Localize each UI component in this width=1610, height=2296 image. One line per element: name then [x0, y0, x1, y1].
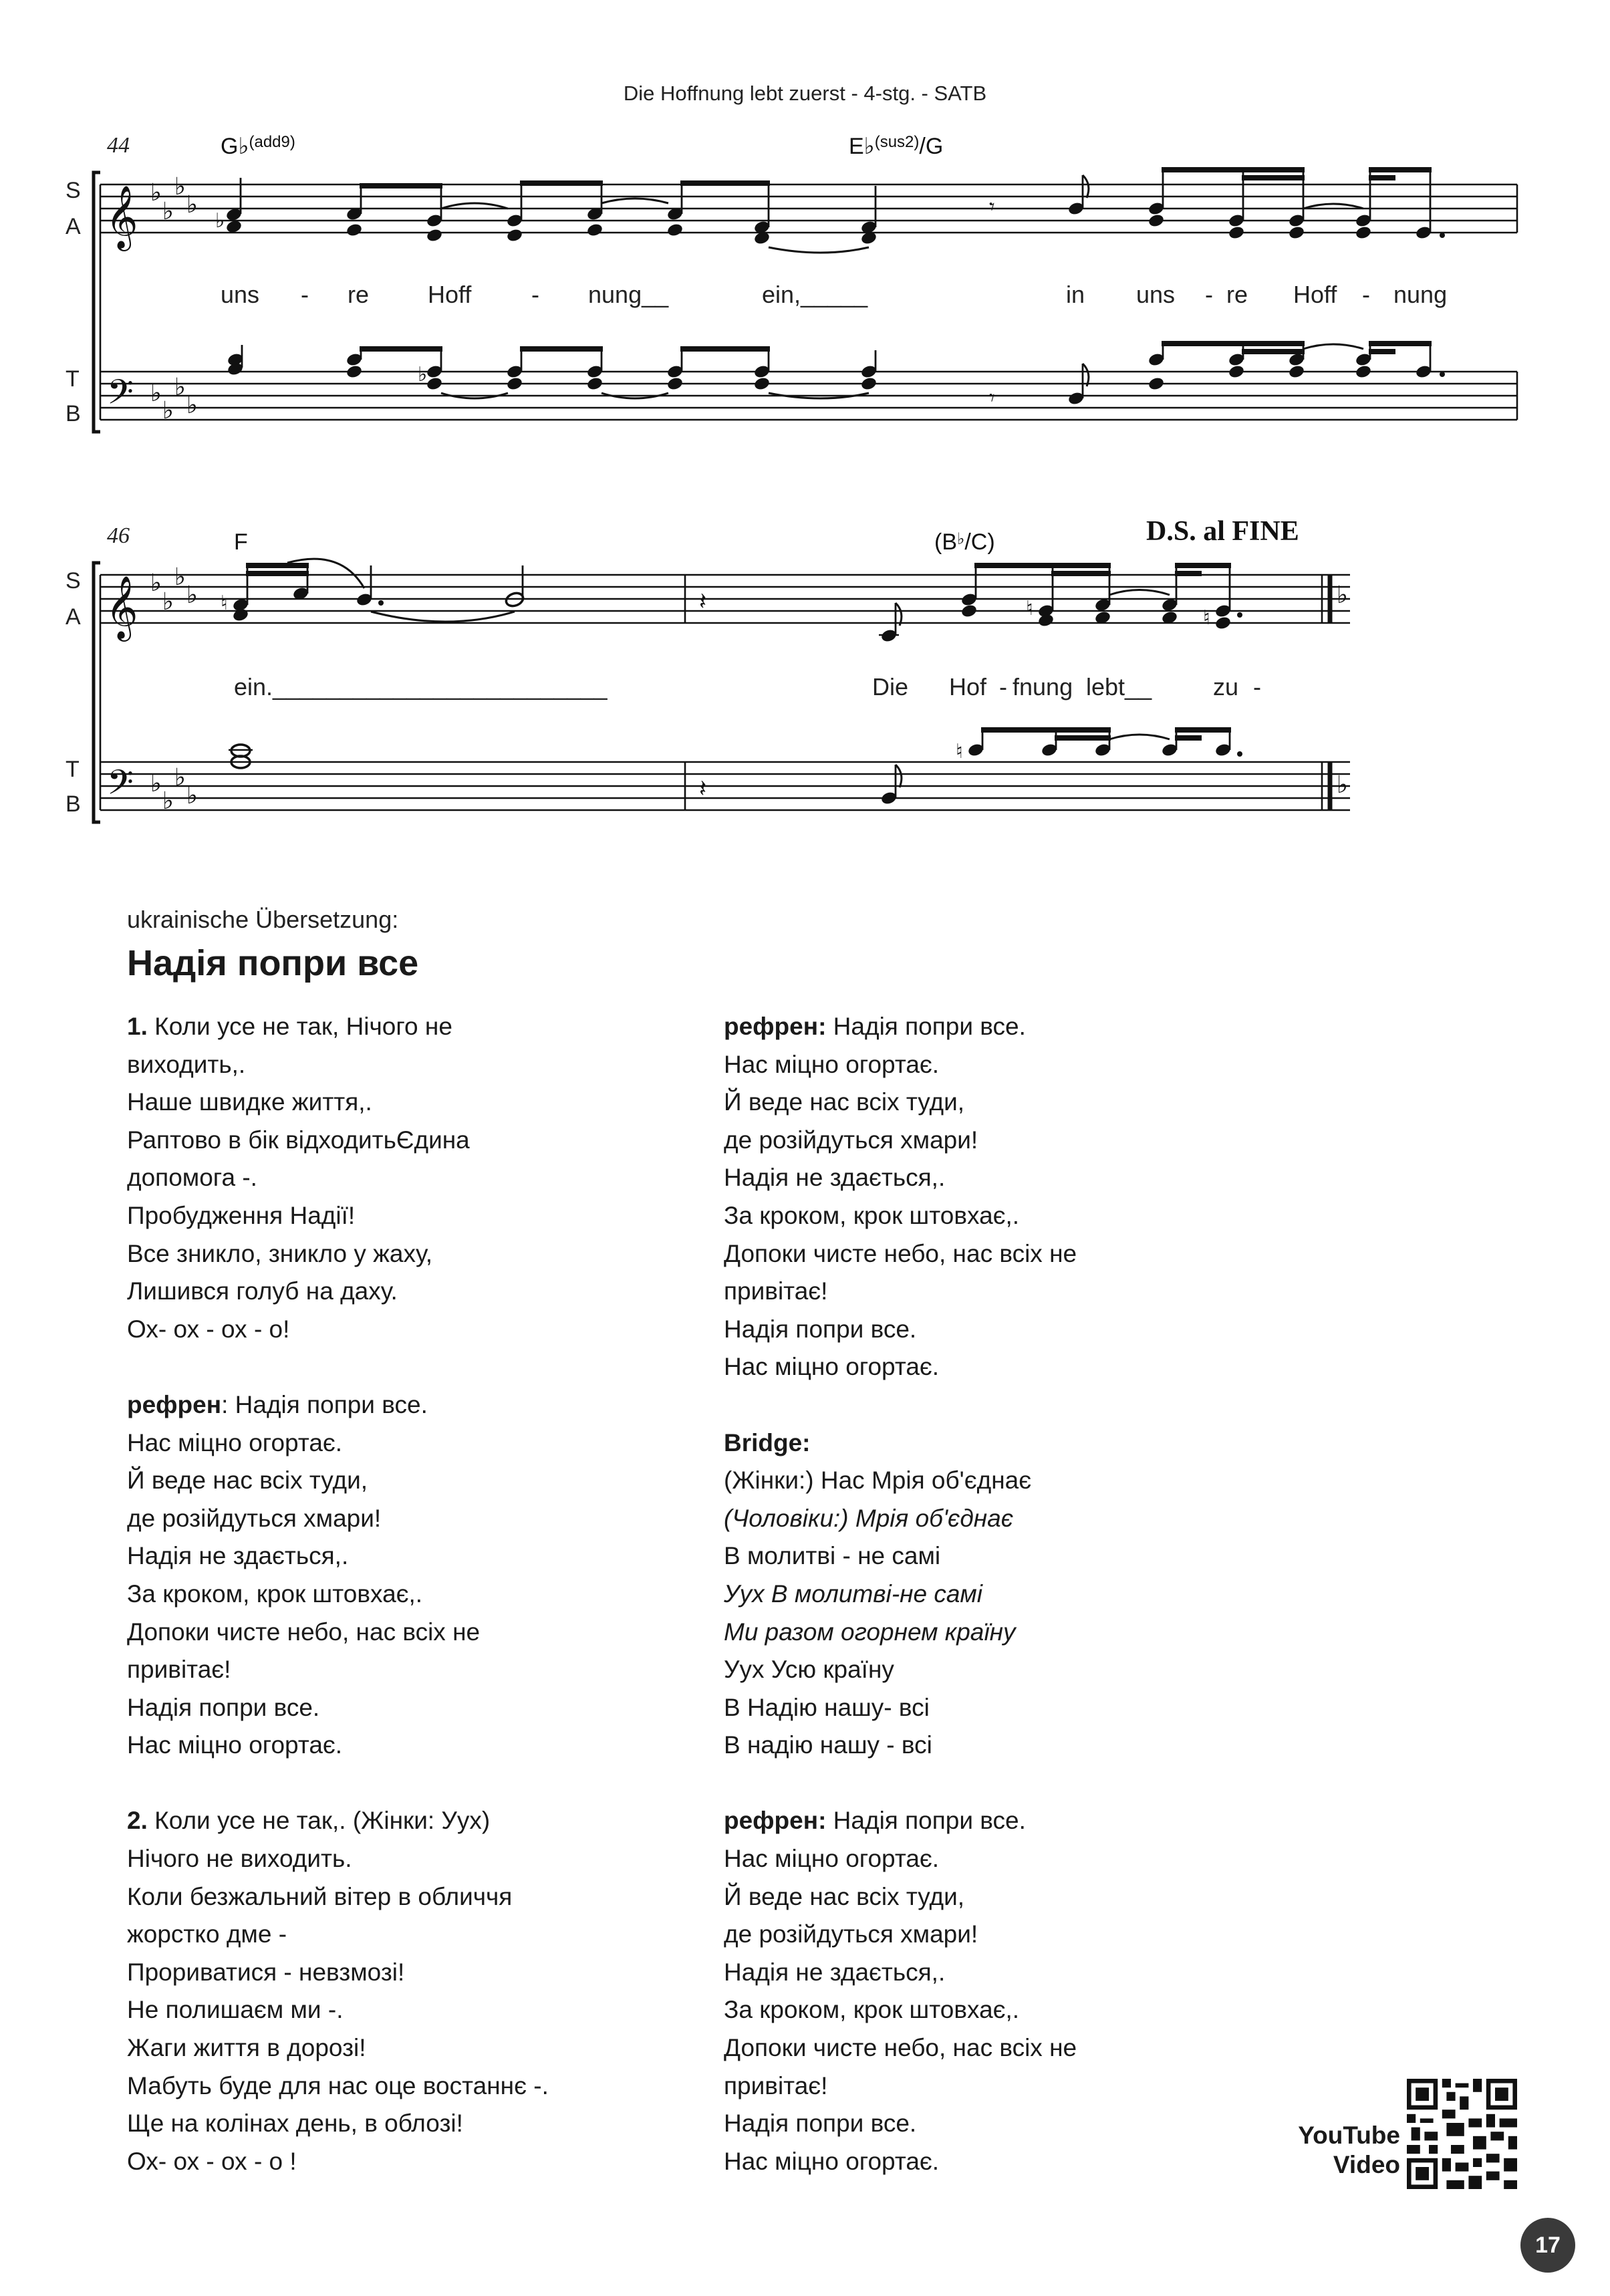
lyric-text: привітає!: [724, 2071, 828, 2099]
lyric-text: Допоки чисте небо, нас всіх не: [724, 2034, 1077, 2062]
key-signature-flats: ♭: [150, 179, 162, 207]
lyric-line: [127, 1424, 595, 1462]
lyric-text: Нас міцно огортає.: [724, 1050, 940, 1078]
lyric-line: [724, 1614, 1205, 1652]
voice-label: T: [65, 757, 80, 782]
eighth-rest-icon: 𝄾: [989, 194, 995, 219]
bass-notes: [229, 727, 1242, 805]
quarter-rest-icon: 𝄽: [699, 775, 707, 803]
lyric-syllable: lebt__: [1086, 673, 1152, 700]
lyric-text: Нас міцно огортає.: [724, 1845, 940, 1873]
lyric-text: В молитві - не самі: [724, 1542, 941, 1570]
lyric-text: Наше швидке життя,.: [127, 1088, 372, 1116]
lyric-line: [724, 1575, 1205, 1614]
lyric-text: привітає!: [127, 1656, 231, 1684]
chord-symbol: F: [234, 529, 248, 555]
bass-clef-icon: 𝄢: [107, 762, 134, 811]
lyric-text: Мабуть буде для нас оце востаннє -.: [127, 2071, 549, 2099]
lyric-text: Надія не здається,.: [724, 1958, 946, 1986]
lyric-text: виходить,.: [127, 1050, 246, 1078]
lyric-stanza: [127, 1802, 595, 2180]
lyric-text: Нас міцно огортає.: [724, 2147, 940, 2175]
key-signature-flats: ♭: [162, 588, 174, 616]
bass-staff: [100, 372, 1517, 420]
lyric-line: [127, 1273, 595, 1311]
lyric-text: Надія попри все.: [826, 1807, 1026, 1835]
lyric-syllable: ein._________________________: [234, 673, 608, 700]
lyric-line: [724, 2143, 1205, 2181]
lyric-text: В надію нашу - всі: [724, 1731, 932, 1759]
lyric-line: [127, 2143, 595, 2181]
voice-label: A: [65, 604, 81, 630]
lyric-line: [127, 2105, 595, 2143]
lyrics-column-right: [724, 1008, 1205, 2218]
lyric-line: [724, 1235, 1205, 1273]
lyric-text: Жаги життя в дорозі!: [127, 2034, 366, 2062]
lyric-line: [127, 2067, 595, 2106]
lyric-syllable: fnung: [1013, 673, 1073, 700]
lyric-line: [127, 1235, 595, 1273]
key-signature-flats: ♭: [174, 764, 186, 791]
lyric-syllable: -: [1205, 281, 1213, 308]
lyric-syllable: re: [348, 281, 370, 308]
lyric-line: [127, 1537, 595, 1575]
lyric-line: [724, 1537, 1205, 1575]
new-key-signature-flat: ♭: [1337, 582, 1348, 609]
music-score: [0, 0, 1610, 882]
lyric-stanza: [724, 1802, 1205, 2180]
lyric-syllable: -: [999, 673, 1007, 700]
lyric-text: Й веде нас всіх туди,: [127, 1466, 368, 1495]
key-signature-flats: ♭: [186, 191, 198, 219]
system-bracket: [94, 563, 100, 822]
lyric-text: де розійдуться хмари!: [724, 1126, 978, 1154]
lyric-line: [127, 1008, 595, 1046]
lyric-line: [127, 1122, 595, 1160]
lyric-text: (Жінки:) Нас Мрія об'єднає: [724, 1466, 1032, 1495]
lyric-syllable: -: [531, 281, 539, 308]
lyric-text: (Чоловіки:) Мрія об'єднає: [724, 1504, 1014, 1532]
key-signature-flats: ♭: [150, 770, 162, 797]
voice-label: A: [65, 214, 81, 239]
lyric-line: [127, 1651, 595, 1689]
voice-label: T: [65, 366, 80, 392]
lyric-text: Лишився голуб на даху.: [127, 1277, 398, 1305]
lyric-line: [127, 1046, 595, 1084]
chord-symbol: (B♭/C): [934, 529, 995, 555]
song-title: Надія попри все: [127, 943, 419, 983]
qr-label-line: Video: [1333, 2151, 1400, 2178]
chord-symbol: G♭$^{(add9)}$: [221, 133, 295, 159]
lyric-line: [127, 1500, 595, 1538]
lyric-text: За кроком, крок штовхає,.: [724, 1201, 1020, 1229]
lyric-syllable: Die: [872, 673, 909, 700]
qr-code-icon[interactable]: [1407, 2079, 1517, 2189]
lyric-line: [724, 1727, 1205, 1765]
lyric-text: Раптово в бік відходитьЄдина: [127, 1126, 470, 1154]
lyric-syllable: nung: [1393, 281, 1448, 308]
lyric-line: [724, 1348, 1205, 1386]
treble-notes: [215, 167, 1445, 253]
lyric-stanza: [724, 1008, 1205, 1386]
lyric-line: [724, 1462, 1205, 1500]
lyric-text: Допоки чисте небо, нас всіх не: [724, 1239, 1077, 1267]
lyric-syllable: -: [301, 281, 309, 308]
lyric-line: [724, 1878, 1205, 1916]
lyric-line: [127, 1462, 595, 1500]
key-signature-flats: ♭: [174, 173, 186, 201]
lyric-line: [127, 1954, 595, 1992]
lyric-text: Коли безжальний вітер в обличчя: [127, 1882, 513, 1910]
lyric-line: [724, 1273, 1205, 1311]
lyric-text: Коли усе не так,. (Жінки: Уух): [147, 1807, 491, 1835]
lyric-stanza: [127, 1008, 595, 1348]
key-signature-flats: ♭: [162, 198, 174, 225]
lyric-line: [724, 1046, 1205, 1084]
qr-label-line: YouTube: [1298, 2122, 1400, 2149]
lyric-text: Не полишаєм ми -.: [127, 1996, 344, 2024]
ds-al-fine-marking: D.S. al FINE: [1146, 516, 1299, 547]
lyric-text: Bridge:: [724, 1428, 811, 1456]
lyric-line: [127, 1197, 595, 1235]
lyric-line: [724, 1954, 1205, 1992]
lyric-text: Й веде нас всіх туди,: [724, 1088, 965, 1116]
lyric-text: Ох- ох - ох - о !: [127, 2147, 297, 2175]
treble-staff: [100, 575, 1350, 623]
page-header-title: Die Hoffnung lebt zuerst - 4-stg. - SATB: [623, 82, 987, 105]
treble-clef-icon: 𝄞: [106, 576, 138, 639]
voice-label: B: [65, 401, 81, 426]
lyric-line: [127, 1916, 595, 1954]
lyric-text: Надія попри все.: [127, 1693, 320, 1721]
lyric-line: [724, 1916, 1205, 1954]
svg-text:♮: ♮: [221, 592, 228, 615]
key-signature-flats: ♭: [174, 563, 186, 591]
translation-label: ukrainische Übersetzung:: [127, 906, 399, 933]
youtube-video-label: [1270, 2121, 1400, 2180]
lyric-stanza: [127, 1386, 595, 1765]
lyric-line: [127, 1689, 595, 1727]
key-signature-flats: ♭: [150, 380, 162, 407]
quarter-rest-icon: 𝄽: [699, 588, 707, 616]
lyric-text: привітає!: [724, 1277, 828, 1305]
lyric-syllable: zu: [1213, 673, 1239, 700]
lyric-syllable: ein,_____: [762, 281, 868, 308]
lyric-line: [127, 1083, 595, 1122]
lyric-line: [724, 2067, 1205, 2106]
key-signature-flats: ♭: [186, 782, 198, 809]
lyric-text: Нас міцно огортає.: [724, 1353, 940, 1381]
lyric-stanza: [724, 1424, 1205, 1765]
svg-text:♭: ♭: [215, 209, 225, 233]
lyric-line: [724, 1197, 1205, 1235]
score-system-1: [65, 133, 1517, 432]
lyric-text: де розійдуться хмари!: [127, 1504, 382, 1532]
lyric-text: рефрен:: [724, 1807, 827, 1835]
lyric-text: де розійдуться хмари!: [724, 1920, 978, 1948]
lyric-text: допомога -.: [127, 1164, 257, 1192]
lyric-line: [724, 1689, 1205, 1727]
lyric-line: [127, 1727, 595, 1765]
lyric-line: [724, 1311, 1205, 1349]
lyric-text: Нас міцно огортає.: [127, 1428, 343, 1456]
bass-staff: [100, 762, 1350, 810]
lyric-text: За кроком, крок штовхає,.: [127, 1579, 423, 1608]
chord-symbol: E♭$^{(sus2)}$/G: [849, 133, 944, 159]
key-signature-flats: ♭: [174, 374, 186, 401]
lyric-syllable: Hoff: [1293, 281, 1337, 308]
lyric-line: [127, 1802, 595, 1840]
lyrics-column-left: [127, 1008, 595, 2218]
new-key-signature-flat: ♭: [1337, 771, 1348, 799]
lyric-line: [724, 1651, 1205, 1689]
lyric-text: Допоки чисте небо, нас всіх не: [127, 1618, 481, 1646]
lyric-text: рефрен:: [724, 1013, 827, 1040]
lyric-syllable: nung__: [588, 281, 669, 308]
lyric-text: Пробудження Надії!: [127, 1201, 356, 1229]
lyrics-line: [234, 673, 1261, 700]
lyric-line: [724, 1500, 1205, 1538]
lyric-text: Ми разом огорнем країну: [724, 1618, 1016, 1646]
bass-notes: [227, 341, 1445, 410]
score-system-2: [65, 516, 1350, 822]
lyric-text: За кроком, крок штовхає,.: [724, 1996, 1020, 2024]
svg-text:♮: ♮: [1203, 606, 1210, 630]
eighth-rest-icon: 𝄾: [989, 385, 995, 410]
lyric-text: Ох- ох - ох - о!: [127, 1315, 290, 1343]
lyric-text: рефрен: [127, 1390, 222, 1418]
treble-notes: [221, 559, 1242, 643]
lyric-line: [127, 1159, 595, 1197]
lyric-text: : Надія попри все.: [221, 1390, 428, 1418]
lyric-line: [127, 1386, 595, 1424]
lyric-syllable: -: [1253, 673, 1261, 700]
lyric-syllable: re: [1226, 281, 1248, 308]
svg-text:♮: ♮: [1026, 597, 1033, 620]
svg-text:♮: ♮: [956, 740, 963, 763]
lyric-text: Коли усе не так, Нічого не: [147, 1013, 452, 1040]
voice-label: S: [65, 568, 81, 594]
lyric-text: 2.: [127, 1807, 148, 1835]
voice-label: S: [65, 178, 81, 203]
lyric-text: Прориватися - невзмозі!: [127, 1958, 405, 1986]
bass-clef-icon: 𝄢: [107, 372, 134, 420]
lyric-text: 1.: [127, 1013, 148, 1040]
key-signature-flats: ♭: [186, 582, 198, 609]
lyric-line: [724, 1802, 1205, 1840]
lyric-text: Нас міцно огортає.: [127, 1731, 343, 1759]
key-signature-flats: ♭: [186, 392, 198, 419]
lyric-line: [724, 2029, 1205, 2067]
lyric-text: Уух Усю країну: [724, 1656, 894, 1684]
lyric-text: Все зникло, зникло у жаху,: [127, 1239, 433, 1267]
lyric-line: [724, 1840, 1205, 1878]
key-signature-flats: ♭: [162, 397, 174, 424]
lyric-line: [127, 2029, 595, 2067]
lyric-text: В Надію нашу- всі: [724, 1693, 930, 1721]
lyric-line: [127, 1575, 595, 1614]
lyric-syllable: uns: [221, 281, 260, 308]
system-bracket: [94, 172, 100, 432]
key-signature-flats: ♭: [162, 787, 174, 815]
lyric-text: Надія не здається,.: [724, 1164, 946, 1192]
lyric-line: [127, 1878, 595, 1916]
lyric-line: [724, 1008, 1205, 1046]
key-signature-flats: ♭: [150, 569, 162, 597]
lyric-syllable: in: [1066, 281, 1085, 308]
lyric-text: жорстко дме -: [127, 1920, 287, 1948]
lyric-text: Надія не здається,.: [127, 1542, 349, 1570]
lyric-line: [724, 1424, 1205, 1462]
page-number-badge: 17: [1520, 2218, 1575, 2273]
lyric-syllable: -: [1362, 281, 1370, 308]
lyric-text: Надія попри все.: [724, 1315, 917, 1343]
lyric-line: [127, 1311, 595, 1349]
lyric-line: [127, 1840, 595, 1878]
lyric-syllable: Hoff: [428, 281, 472, 308]
voice-label: B: [65, 791, 81, 817]
lyric-line: [724, 1122, 1205, 1160]
lyric-syllable: uns: [1136, 281, 1176, 308]
measure-number: 46: [107, 523, 130, 548]
lyric-syllable: Hof: [949, 673, 987, 700]
lyric-text: Надія попри все.: [724, 2110, 917, 2138]
lyric-text: Нічого не виходить.: [127, 1845, 352, 1873]
measure-number: 44: [107, 133, 130, 158]
lyric-line: [127, 1991, 595, 2029]
svg-text:♭: ♭: [418, 363, 428, 386]
lyric-line: [724, 1991, 1205, 2029]
lyric-line: [724, 1159, 1205, 1197]
lyric-line: [724, 1083, 1205, 1122]
lyric-text: Надія попри все.: [826, 1013, 1026, 1040]
lyric-line: [127, 1614, 595, 1652]
lyric-text: Уух В молитві-не самі: [724, 1579, 983, 1608]
lyric-text: Й веде нас всіх туди,: [724, 1882, 965, 1910]
lyrics-line: [221, 281, 1447, 308]
lyric-line: [724, 2105, 1205, 2143]
lyric-text: Ще на колінах день, в облозі!: [127, 2110, 463, 2138]
treble-clef-icon: 𝄞: [106, 185, 138, 249]
